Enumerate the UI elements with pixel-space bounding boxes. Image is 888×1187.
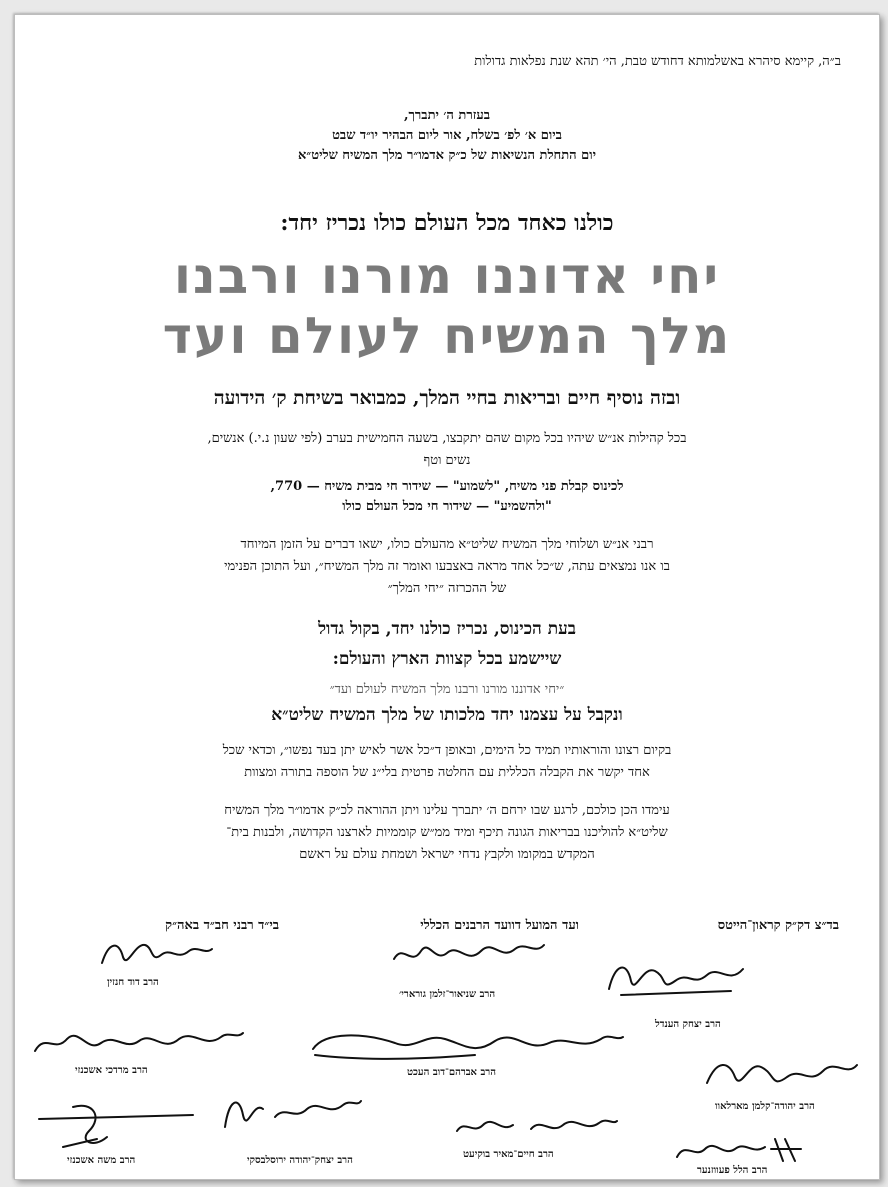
document-sheet	[14, 14, 880, 1180]
column-heading-center: ועד המועל דוועד הרבנים הכללי	[420, 918, 579, 933]
paragraph-3-line-b: בו אנו נמצאים עתה, ש״כל אחד מראה באצבעו ואומר זה מלך המשיח״, ועל התוכן הפנימי	[224, 559, 670, 574]
paragraph-5-line-b: שליט״א להוליכנו בבריאות הגונה תיכף ומיד ממ״ש קוממיות לארצנו הקדושה, ולבנות בית־	[226, 825, 668, 840]
signature-right-1	[601, 951, 751, 1001]
name-right-2: הרב יהודה־קלמן מארלאוו	[715, 1101, 815, 1112]
big-title-line-1: יחי אדוננו מורנו ורבנו	[173, 247, 721, 305]
paragraph-3-line-a: רבני אנ״ש ושלוחי מלך המשיח שליט״א מהעולם כולו, ישאו דברים על הזמן המיוחד	[240, 537, 654, 552]
yechi-quote: ״יחי אדוננו מורנו ורבנו מלך המשיח לעולם ועד״	[329, 682, 565, 697]
paragraph-3-line-c: של ההכרזה ״יחי המלך״	[387, 581, 507, 596]
header-top-line: ב״ה, קיימא סיהרא באשלמותא דחודש טבת, הי׳ תהא שנת נפלאות גדולות	[474, 54, 841, 69]
paragraph-1-line-a: בכל קהילות אנ״ש שיהיו בכל מקום שהם יתקבצו, בשעה החמישית בערב (לפי שעון נ.י.) אנשים,	[207, 431, 687, 446]
middle-line-3: ונקבל על עצמנו יחד מלכותו של מלך המשיח שליט״א	[271, 705, 623, 725]
paragraph-5-line-c: המקדש במקומו ולקבץ נדחי ישראל ושמחת עולם על ראשם	[299, 847, 595, 862]
middle-line-1: בעת הכינוס, נכריז כולנו יחד, בקול גדול	[318, 619, 576, 639]
signature-center-3b	[451, 1107, 621, 1147]
name-left-3: הרב משה אשכנזי	[67, 1155, 136, 1166]
paragraph-4-line-a: בקיום רצונו והוראותיו תמיד כל הימים, ובאופן ד״כל אשר לאיש יתן בעד נפשו״, וכדאי שכל	[222, 743, 672, 758]
name-right-3: הרב הלל פעווזנער	[697, 1165, 768, 1176]
big-title-line-2: מלך המשיח לעולם ועד	[162, 307, 732, 365]
paragraph-4-line-b: אחד יקשר את הקבלה הכללית עם החלטה פרטית בלי״נ של הוספה בתורה ומצוות	[244, 765, 650, 780]
middle-line-2: שיישמע בכל קצוות הארץ והעולם:	[332, 649, 562, 669]
subtitle: ובזה נוסיף חיים ובריאות בחיי המלך, כמבואר בשיחת ק׳ הידועה	[213, 387, 681, 409]
header-line-2: ביום א׳ לפ׳ בשלח, אור ליום הבהיר יו״ד שבט	[332, 128, 562, 143]
name-center-3b: הרב חיים־מאיר בוקיעט	[463, 1149, 554, 1160]
paragraph-5-line-a: עימדו הכן כולכם, לרגע שבו ירחם ה׳ יתברך עלינו ויתן ההוראה לכ״ק אדמו״ר מלך המשיח	[224, 803, 670, 818]
signature-left-1	[97, 933, 217, 973]
signature-center-2	[305, 1025, 625, 1065]
signature-left-3	[33, 1097, 203, 1157]
name-right-1: הרב יצחק הענדל	[655, 1019, 721, 1030]
signature-center-1	[389, 933, 549, 973]
name-center-3a: הרב יצחק־יהודה ירוסלבסקי	[247, 1155, 353, 1166]
name-center-1: הרב שניאור־זלמן גורארי׳	[399, 989, 496, 1000]
signature-center-3a	[215, 1087, 365, 1147]
header-line-3: יום התחלת הנשיאות של כ״ק אדמו״ר מלך המשיח שליט״א	[297, 148, 597, 163]
signature-right-2	[701, 1049, 861, 1099]
paragraph-2-line-a: לכינוס קבלת פני משיח, "לשמוע" — שידור חי מבית משיח — 770,	[270, 479, 624, 494]
name-left-1: הרב דוד חנזין	[107, 977, 159, 988]
kulanu-heading: כולנו כאחד מכל העולם כולו נכריז יחד:	[280, 210, 614, 236]
paragraph-2-line-b: "ולהשמיע" — שידור חי מכל העולם כולו	[342, 499, 552, 514]
paragraph-1-line-b: נשים וטף	[423, 453, 471, 468]
column-heading-right: בד״צ דק״ק קראון־הייטס	[717, 918, 839, 933]
name-left-2: הרב מרדכי אשכנזי	[75, 1065, 148, 1076]
header-line-1: בעזרת ה׳ יתברך,	[404, 108, 490, 123]
name-center-2: הרב אברהם־דוב העכט	[407, 1067, 496, 1078]
column-heading-left: בי״ד רבני חב״ד באה״ק	[165, 918, 279, 933]
signature-left-2	[29, 1023, 249, 1063]
